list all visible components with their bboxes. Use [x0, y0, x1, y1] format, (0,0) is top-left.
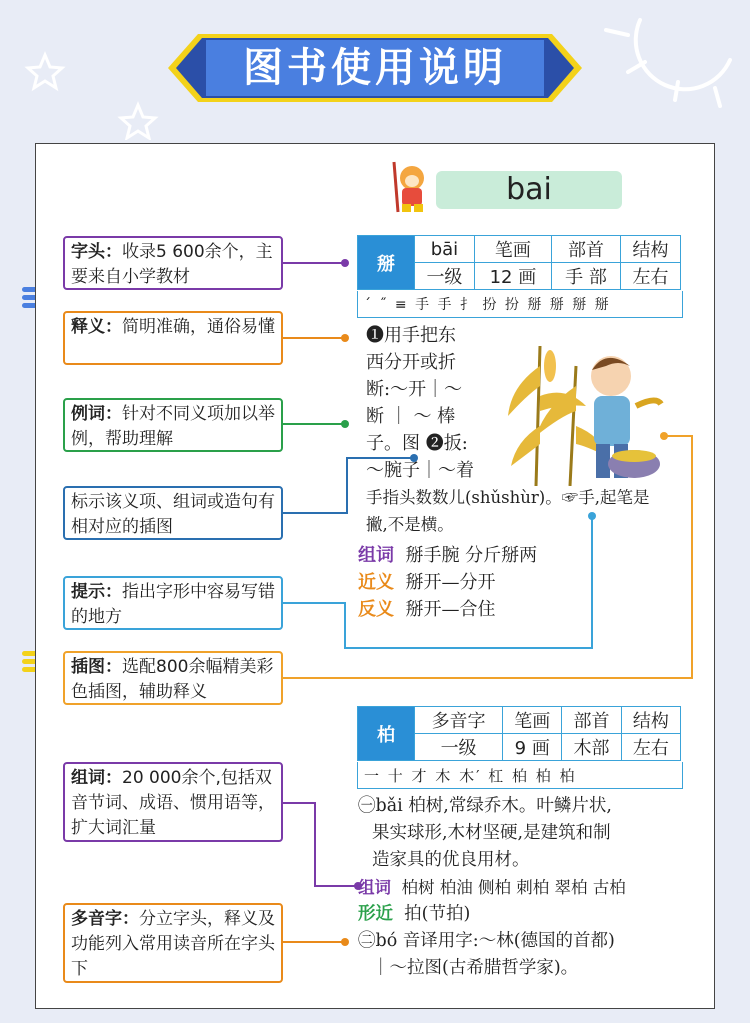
entry1-value: 手 部 — [551, 263, 620, 290]
note-label: 提示： — [71, 582, 122, 602]
def-line: 果实球形,木材坚硬,是建筑和制 — [372, 823, 611, 843]
boy-corn-illustration — [506, 326, 664, 486]
note-illustration-mark — [63, 486, 283, 540]
entry2-definition — [358, 793, 693, 982]
poly-line: ㊁bó 音译用字:～林(德国的首都) — [358, 931, 615, 951]
entry2-header: 部首 — [562, 707, 621, 734]
def-line: 断:～开｜～ — [366, 379, 463, 400]
entry1-definition — [366, 322, 506, 484]
row-label: 组词 — [358, 545, 394, 566]
row-label: 形近 — [358, 904, 393, 924]
note-label: 多音字： — [71, 909, 139, 929]
entry1-table — [357, 235, 681, 290]
row-text: 掰手腕 分斤掰两 — [405, 545, 538, 566]
row-label: 组词 — [358, 878, 391, 897]
note-label: 组词： — [71, 768, 122, 788]
entry1-header: 部首 — [551, 236, 620, 263]
entry1-char: 掰 — [358, 236, 415, 290]
note-text: 简明准确，通俗易懂 — [122, 317, 275, 337]
entry1-definition-tail — [366, 484, 696, 538]
note-text: 标示该义项、组词或造句有相对应的插图 — [71, 492, 275, 537]
entry2-value: 9 画 — [503, 734, 562, 761]
def-line: 断 ｜ ～ 棒 — [366, 406, 456, 427]
def-line: ～腕子｜～着 — [366, 460, 474, 481]
poly-line: ｜～拉图(古希腊哲学家)。 — [372, 958, 579, 978]
entry1-value: 左右 — [621, 263, 681, 290]
entry2-row-xingjin — [358, 901, 693, 928]
note-shiyi — [63, 311, 283, 365]
note-text: 收录5 600余个，主要来自小学教材 — [71, 242, 273, 287]
entry2-char: 柏 — [358, 707, 415, 761]
def-line: 造家具的优良用材。 — [372, 850, 530, 870]
entry2-stroke-order: 一 十 才 木 木′ 杠 柏 柏 柏 — [364, 767, 577, 785]
note-text: 分立字头，释义及功能列入常用读音所在字头下 — [71, 909, 275, 979]
entry2-header: 结构 — [621, 707, 680, 734]
note-label: 插图： — [71, 657, 122, 677]
def-line: ❶用手把东 — [366, 325, 456, 346]
row-text: 拍(节拍) — [404, 904, 471, 924]
note-chatu — [63, 651, 283, 705]
entry2-table — [357, 706, 681, 761]
row-label: 近义 — [358, 572, 394, 593]
note-label: 释义： — [71, 317, 122, 337]
entry1-row-zuci — [358, 542, 688, 569]
note-zuci — [63, 762, 283, 842]
entry2-row-zuci — [358, 874, 693, 901]
row-text: 柏树 柏油 侧柏 刺柏 翠柏 古柏 — [401, 878, 626, 897]
note-lici — [63, 398, 283, 452]
note-text: 针对不同义项加以举例，帮助理解 — [71, 404, 275, 449]
note-label: 字头： — [71, 242, 122, 262]
entry1-row-fanyi — [358, 596, 688, 623]
page-title: 图书使用说明 — [206, 40, 544, 96]
note-duoyinzi — [63, 903, 283, 983]
entry2-header: 笔画 — [503, 707, 562, 734]
entry1-stroke-order: ´ ˝ ≡ 手 手 扌 扮 扮 掰 掰 掰 掰 — [364, 297, 611, 313]
def-line: 手指头数数儿(shǔshùr)。☞手,起笔是 — [366, 488, 650, 507]
entry2-value: 一级 — [415, 734, 503, 761]
entry1-header: 结构 — [621, 236, 681, 263]
note-text: 选配800余幅精美彩色插图，辅助释义 — [71, 657, 274, 702]
entry1-row-jinyi — [358, 569, 688, 596]
entry2-value: 木部 — [562, 734, 621, 761]
entry1-header: bāi — [415, 236, 475, 263]
note-text: 指出字形中容易写错的地方 — [71, 582, 275, 627]
def-line: ㊀bǎi 柏树,常绿乔木。叶鳞片状, — [358, 796, 612, 816]
note-label: 例词： — [71, 404, 122, 424]
def-line: 撇,不是横。 — [366, 515, 454, 534]
note-tishi — [63, 576, 283, 630]
row-text: 掰开—分开 — [405, 572, 496, 593]
def-line: 西分开或折 — [366, 352, 456, 373]
pinyin-header: bai — [436, 171, 622, 209]
note-zitou — [63, 236, 283, 290]
entry1-rows — [358, 542, 688, 623]
row-label: 反义 — [358, 599, 394, 620]
entry1-value: 12 画 — [474, 263, 551, 290]
note-text: 20 000余个,包括双音节词、成语、惯用语等，扩大词汇量 — [71, 768, 275, 838]
def-line: 子。图 ❷扳: — [366, 433, 468, 454]
entry1-value: 一级 — [415, 263, 475, 290]
entry2-value: 左右 — [621, 734, 680, 761]
entry1-header: 笔画 — [474, 236, 551, 263]
entry2-header: 多音字 — [415, 707, 503, 734]
row-text: 掰开—合住 — [405, 599, 496, 620]
